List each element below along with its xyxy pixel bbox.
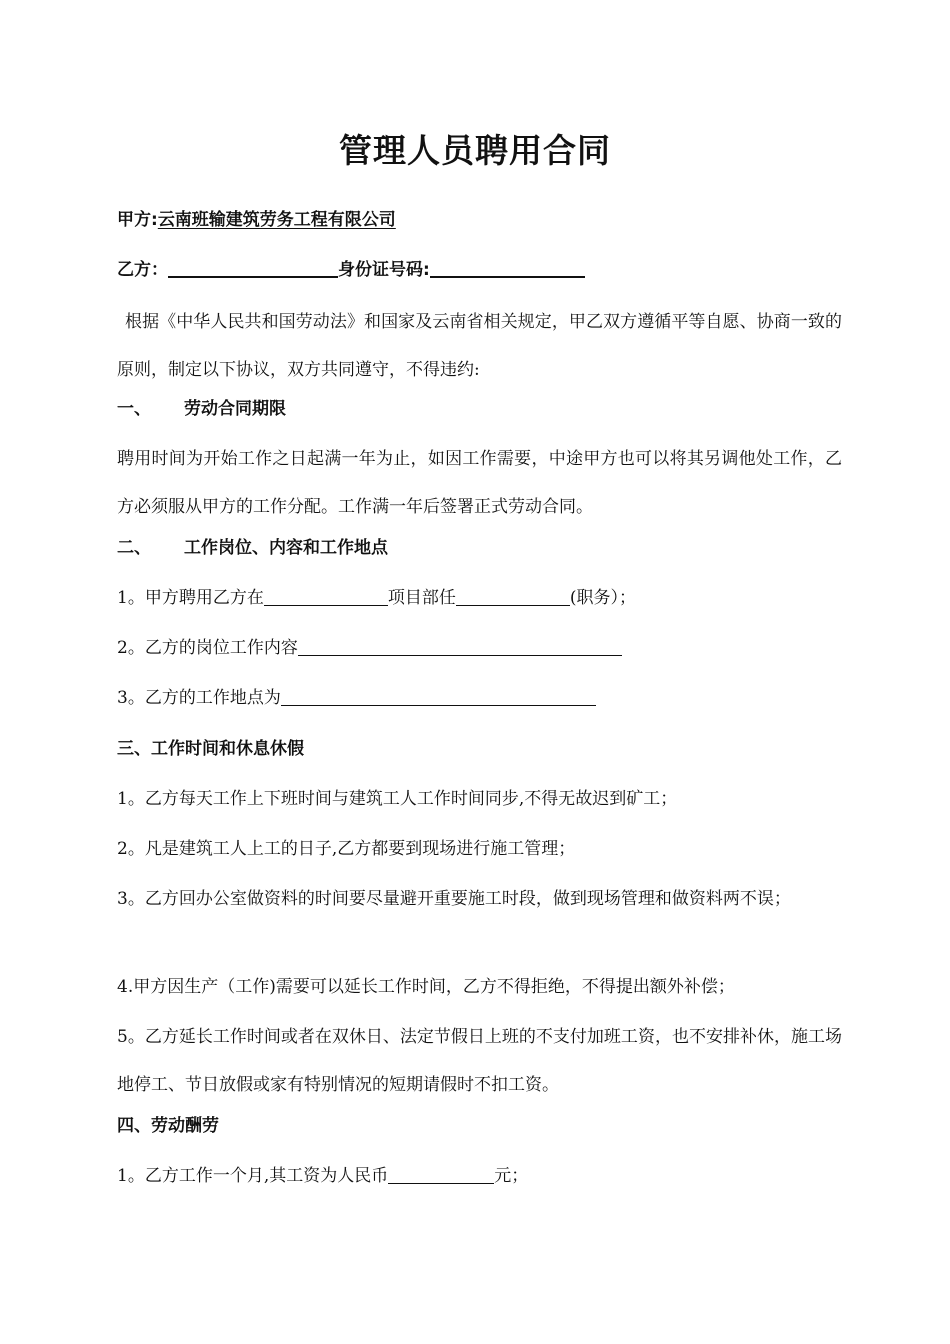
section3-item1: 1。乙方每天工作上下班时间与建筑工人工作时间同步,不得无故迟到矿工； (117, 789, 678, 809)
section2-item2-text: 2。乙方的岗位工作内容 (117, 638, 298, 658)
job-content-blank (298, 637, 622, 656)
party-b-id-label: 身份证号码: (338, 260, 430, 280)
section2-item1-text-b: 项目部任 (387, 588, 456, 608)
document-title: 管理人员聘用合同 (339, 131, 611, 170)
salary-blank (388, 1165, 494, 1184)
section4-item1-text-a: 1。乙方工作一个月,其工资为人民币 (117, 1166, 389, 1186)
section2-title: 工作岗位、内容和工作地点 (184, 538, 388, 558)
section2-number: 二、 (117, 538, 151, 558)
section2-item1-text-c: (职务）； (569, 588, 636, 608)
section4-item1-text-b: 元； (494, 1166, 529, 1186)
work-location-blank (281, 687, 596, 706)
section2-item1 (117, 586, 636, 610)
preamble-paragraph: 根据《中华人民共和国劳动法》和国家及云南省相关规定，甲乙双方遵循平等自愿、协商一致的原则，制定以下协议，双方共同遵守，不得违约: (117, 312, 842, 380)
section3-item5: 5。乙方延长工作时间或者在双休日、法定节假日上班的不支付加班工资，也不安排补休，施工场地停工、节日放假或家有特别情况的短期请假时不扣工资。 (117, 1027, 842, 1095)
party-b-name-blank (168, 258, 338, 278)
section3-item3: 3。乙方回办公室做资料的时间要尽量避开重要施工时段，做到现场管理和做资料两不误； (117, 889, 791, 909)
section1-body: 聘用时间为开始工作之日起满一年为止，如因工作需要，中途甲方也可以将其另调他处工作，乙方必须服从甲方的工作分配。工作满一年后签署正式劳动合同。 (117, 449, 842, 517)
section2-item3 (117, 686, 596, 710)
section3-item4: 4.甲方因生产（工作)需要可以延长工作时间，乙方不得拒绝，不得提出额外补偿； (117, 977, 735, 997)
section2-item3-text: 3。乙方的工作地点为 (117, 688, 281, 708)
section3-item2: 2。凡是建筑工人上工的日子,乙方都要到现场进行施工管理； (117, 839, 576, 859)
section1-heading (117, 397, 286, 421)
section2-heading (117, 536, 388, 560)
section3-heading: 三、工作时间和休息休假 (117, 739, 304, 759)
party-a-label: 甲方: (117, 210, 158, 230)
party-b-line (117, 258, 585, 282)
section2-item1-text-a: 1。甲方聘用乙方在 (117, 588, 264, 608)
party-a-line (117, 208, 396, 232)
party-b-label: 乙方： (117, 260, 168, 280)
section4-heading: 四、劳动酬劳 (117, 1116, 219, 1136)
section1-title: 劳动合同期限 (184, 399, 286, 419)
section4-item1 (117, 1164, 528, 1188)
section1-number: 一、 (117, 399, 151, 419)
party-b-id-blank (430, 258, 585, 278)
party-a-name: 云南班输建筑劳务工程有限公司 (157, 210, 396, 230)
project-blank (264, 587, 388, 606)
position-blank (456, 587, 570, 606)
section2-item2 (117, 636, 622, 660)
